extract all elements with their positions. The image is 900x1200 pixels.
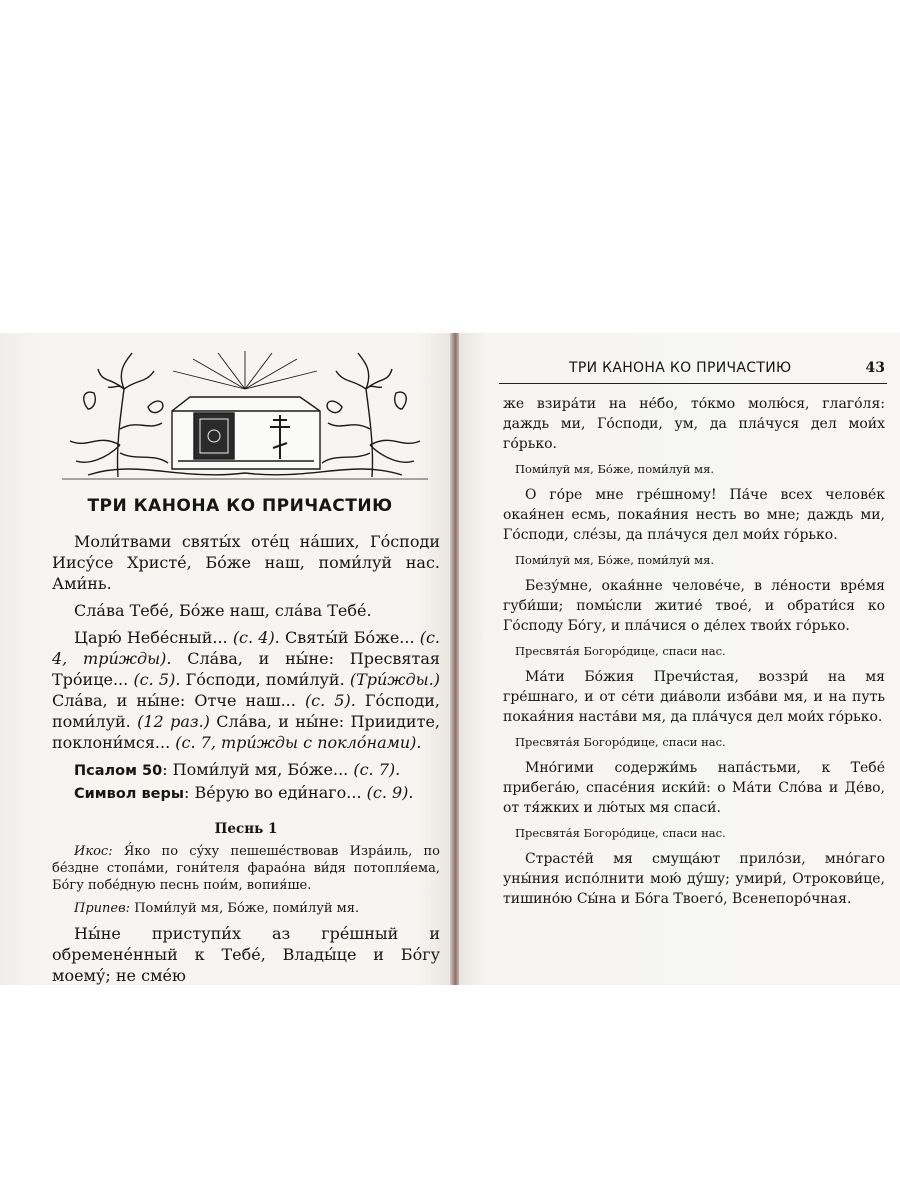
refrain-line: Пресвята́я Богоро́дице, спаси нас. [515,735,726,749]
psalm-50-line: Псалом 50: Поми́луй мя, Бо́же... (с. 7). [74,760,401,779]
glory-verse: Сла́ва Тебе́, Бо́же наш, сла́ва Тебе́. [74,601,372,620]
running-header [499,357,887,384]
right-page-text [503,394,885,909]
troparion-text: Ны́не приступи́х аз гре́шный и обремене́нный к Тебе́, Влады́це и Бо́гу моему́; не сме́ю [52,924,440,985]
refrain-line: Припев: Поми́луй мя, Бо́же, поми́луй мя. [74,901,360,916]
altar-ornament-illustration [58,349,432,481]
left-page [0,333,452,985]
page-title: ТРИ КАНОНА КО ПРИЧАСТИЮ [87,496,393,516]
troparion-text: Ма́ти Бо́жия Пречи́стая, воззри́ на мя гре́шнаго, и от се́ти диа́воли изба́ви мя, и на путь покая́ния наста́ви мя, да пла́чуся дел мои́х го́рько. [503,669,885,725]
creed-line: Символ веры: Ве́рую во еди́наго... (с. 9). [74,783,414,802]
running-title: ТРИ КАНОНА КО ПРИЧАСТИЮ [569,360,792,376]
song-heading: Песнь 1 [214,821,278,837]
troparion-text: Мно́гими содержи́мь напа́стьми, к Тебе́ прибега́ю, спасе́ния иски́й: о Ма́ти Сло́ва и Де́во, от тя́жких и лю́тых мя спаси́. [503,760,885,816]
opening-prayer: Моли́твами святы́х оте́ц на́ших, Го́споди Иису́се Христе́, Бо́же наш, поми́луй нас. Ами́нь. [52,532,440,593]
refrain-line: Поми́луй мя, Бо́же, поми́луй мя. [515,462,714,476]
refrain-line: Пресвята́я Богоро́дице, спаси нас. [515,644,726,658]
troparion-text: Безу́мне, окая́нне челове́че, в ле́ности вре́мя губи́ши; помы́сли житие́ твое́, и обрати́ся ко Го́споду Бо́гу, и пла́чися о де́лех твои́х го́рько. [503,578,885,634]
troparion-continuation: же взира́ти на не́бо, то́кмо молю́ся, глаго́ля: даждь ми, Го́споди, ум, да пла́чуся дел мои́х го́рько. [503,396,885,452]
refrain-line: Пресвята́я Богоро́дице, спаси нас. [515,826,726,840]
rubric-paragraph: Царю́ Небе́сный... (с. 4). Святы́й Бо́же... (с. 4, три́жды). Сла́ва, и ны́не: Пресвятая Тро́ице... (с. 5). Го́споди, поми́луй. (Три́жды.) Сла́ва, и ны́не: Отче наш... (с. 5). Го́споди, поми́луй. (12 раз.) Сла́ва, и ны́не: Приидите, поклони́мся... (с. 7, три́жды с покло́нами). [52,628,441,752]
right-page [459,333,900,985]
troparion-text: О го́ре мне гре́шному! Па́че всех челове́к окая́нен есмь, покая́ния несть во мне; даждь ми, Го́споди, слéзы, да пла́чуся дел мои́х го́рько. [503,487,885,543]
page-number: 43 [865,360,885,376]
troparion-text: Страсте́й мя смуща́ют прило́зи, мно́гаго уны́ния испо́лнити мою́ ду́шу; умири́, Отрокови́це, тишино́ю Сы́на и Бо́га Твоего́, Всенепоро́чная. [503,851,885,907]
refrain-line: Поми́луй мя, Бо́же, поми́луй мя. [515,553,714,567]
left-page-text [52,531,440,985]
open-book [0,333,900,985]
ikos-text: Икос: Я́ко по су́ху пешеше́ствовав Изра́иль, по бе́здне стопа́ми, гони́теля фарао́на ви́дя потопля́ема, Бо́гу побе́дную песнь пои́м, вопия́ше. [52,844,440,893]
